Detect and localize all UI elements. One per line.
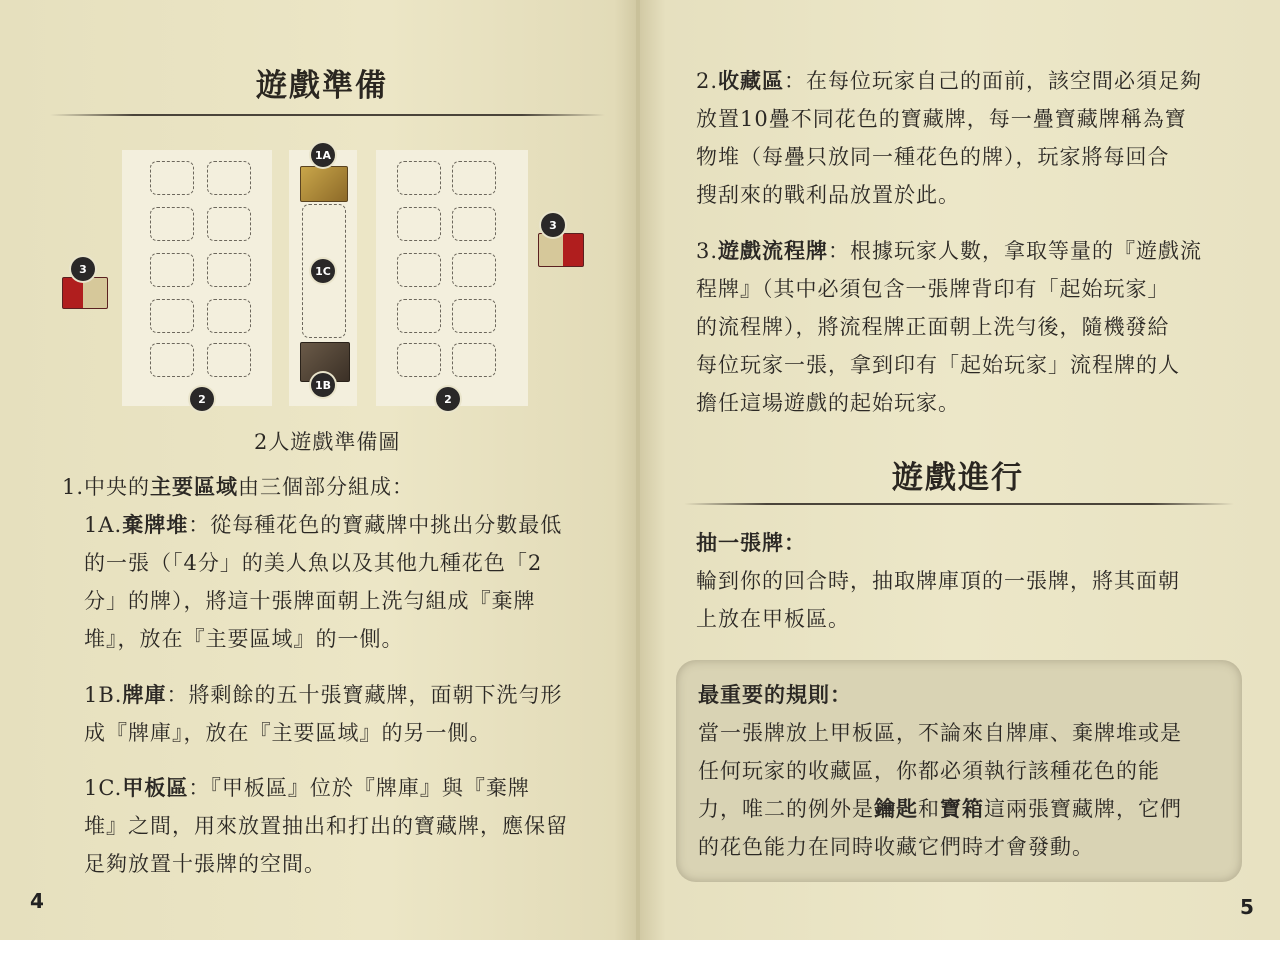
badge-2-right: 2 [436, 387, 460, 411]
collection-slot [397, 253, 441, 287]
important-rule-text: 最重要的規則： 當一張牌放上甲板區，不論來自牌庫、棄牌堆或是 任何玩家的收藏區，你都必須執行該種花色的能 力，唯二的例外是鑰匙和寶箱這兩張寶藏牌，它們 的花色能力在同時收藏它們時才會發動。 [698, 682, 1182, 859]
draw-section: 抽一張牌： 輪到你的回合時，抽取牌庫頂的一張牌，將其面朝 上放在甲板區。 [696, 530, 1180, 631]
item-3: 3.遊戲流程牌：根據玩家人數，拿取等量的『遊戲流 程牌』（其中必須包含一張牌背印有「起始玩家」 的流程牌），將流程牌正面朝上洗勻後，隨機發給 每位玩家一張，拿到印有「起始玩家」流程牌的人 擔任這場遊戲的起始玩家。 [696, 238, 1203, 415]
page-number-right: 5 [1240, 895, 1254, 919]
gameplay-title: 遊戲進行 [892, 460, 1024, 496]
collection-slot [207, 299, 251, 333]
play-order-card-right [538, 233, 584, 267]
page-number-left: 4 [30, 889, 44, 913]
collection-slot [452, 343, 496, 377]
badge-1a: 1A [311, 143, 335, 167]
collection-slot [207, 207, 251, 241]
item-1: 1.中央的主要區域由三個部分組成： [62, 474, 415, 499]
item-1a: 1A.棄牌堆：從每種花色的寶藏牌中挑出分數最低 的一張（「4分」的美人魚以及其他九種花色「2 分」的牌），將這十張牌面朝上洗勻組成『棄牌 堆』，放在『主要區域』的一側。 [84, 512, 563, 651]
collection-slot [397, 299, 441, 333]
diagram-caption: 2人遊戲準備圖 [254, 430, 401, 454]
collection-slot [150, 343, 194, 377]
item-1b: 1B.牌庫：將剩餘的五十張寶藏牌，面朝下洗勻形 成『牌庫』，放在『主要區域』的另一側。 [84, 682, 563, 745]
collection-slot [397, 161, 441, 195]
collection-slot [150, 299, 194, 333]
collection-slot [150, 207, 194, 241]
play-order-card-left [62, 277, 108, 309]
collection-slot [452, 253, 496, 287]
item-1c: 1C.甲板區：『甲板區』位於『牌庫』與『棄牌 堆』之間，用來放置抽出和打出的寶藏牌，應保留 足夠放置十張牌的空間。 [84, 775, 568, 876]
collection-slot [452, 161, 496, 195]
collection-slot [207, 253, 251, 287]
setup-title-rule [50, 114, 605, 116]
setup-title: 遊戲準備 [256, 68, 388, 104]
badge-3-right: 3 [541, 213, 565, 237]
badge-1b: 1B [311, 373, 335, 397]
item-2: 2.收藏區：在每位玩家自己的面前，該空間必須足夠 放置10疊不同花色的寶藏牌，每一疊寶藏牌稱為寶 物堆（每疊只放同一種花色的牌），玩家將每回合 搜刮來的戰利品放置於此。 [696, 68, 1203, 207]
collection-slot [207, 343, 251, 377]
collection-slot [397, 207, 441, 241]
collection-slot [150, 253, 194, 287]
collection-slot [150, 161, 194, 195]
badge-3-left: 3 [71, 257, 95, 281]
gameplay-title-rule [684, 503, 1234, 505]
collection-slot [452, 207, 496, 241]
badge-2-left: 2 [190, 387, 214, 411]
left-page [0, 0, 640, 940]
collection-slot [207, 161, 251, 195]
discard-pile-card [300, 166, 348, 202]
collection-slot [452, 299, 496, 333]
collection-slot [397, 343, 441, 377]
badge-1c: 1C [311, 259, 335, 283]
